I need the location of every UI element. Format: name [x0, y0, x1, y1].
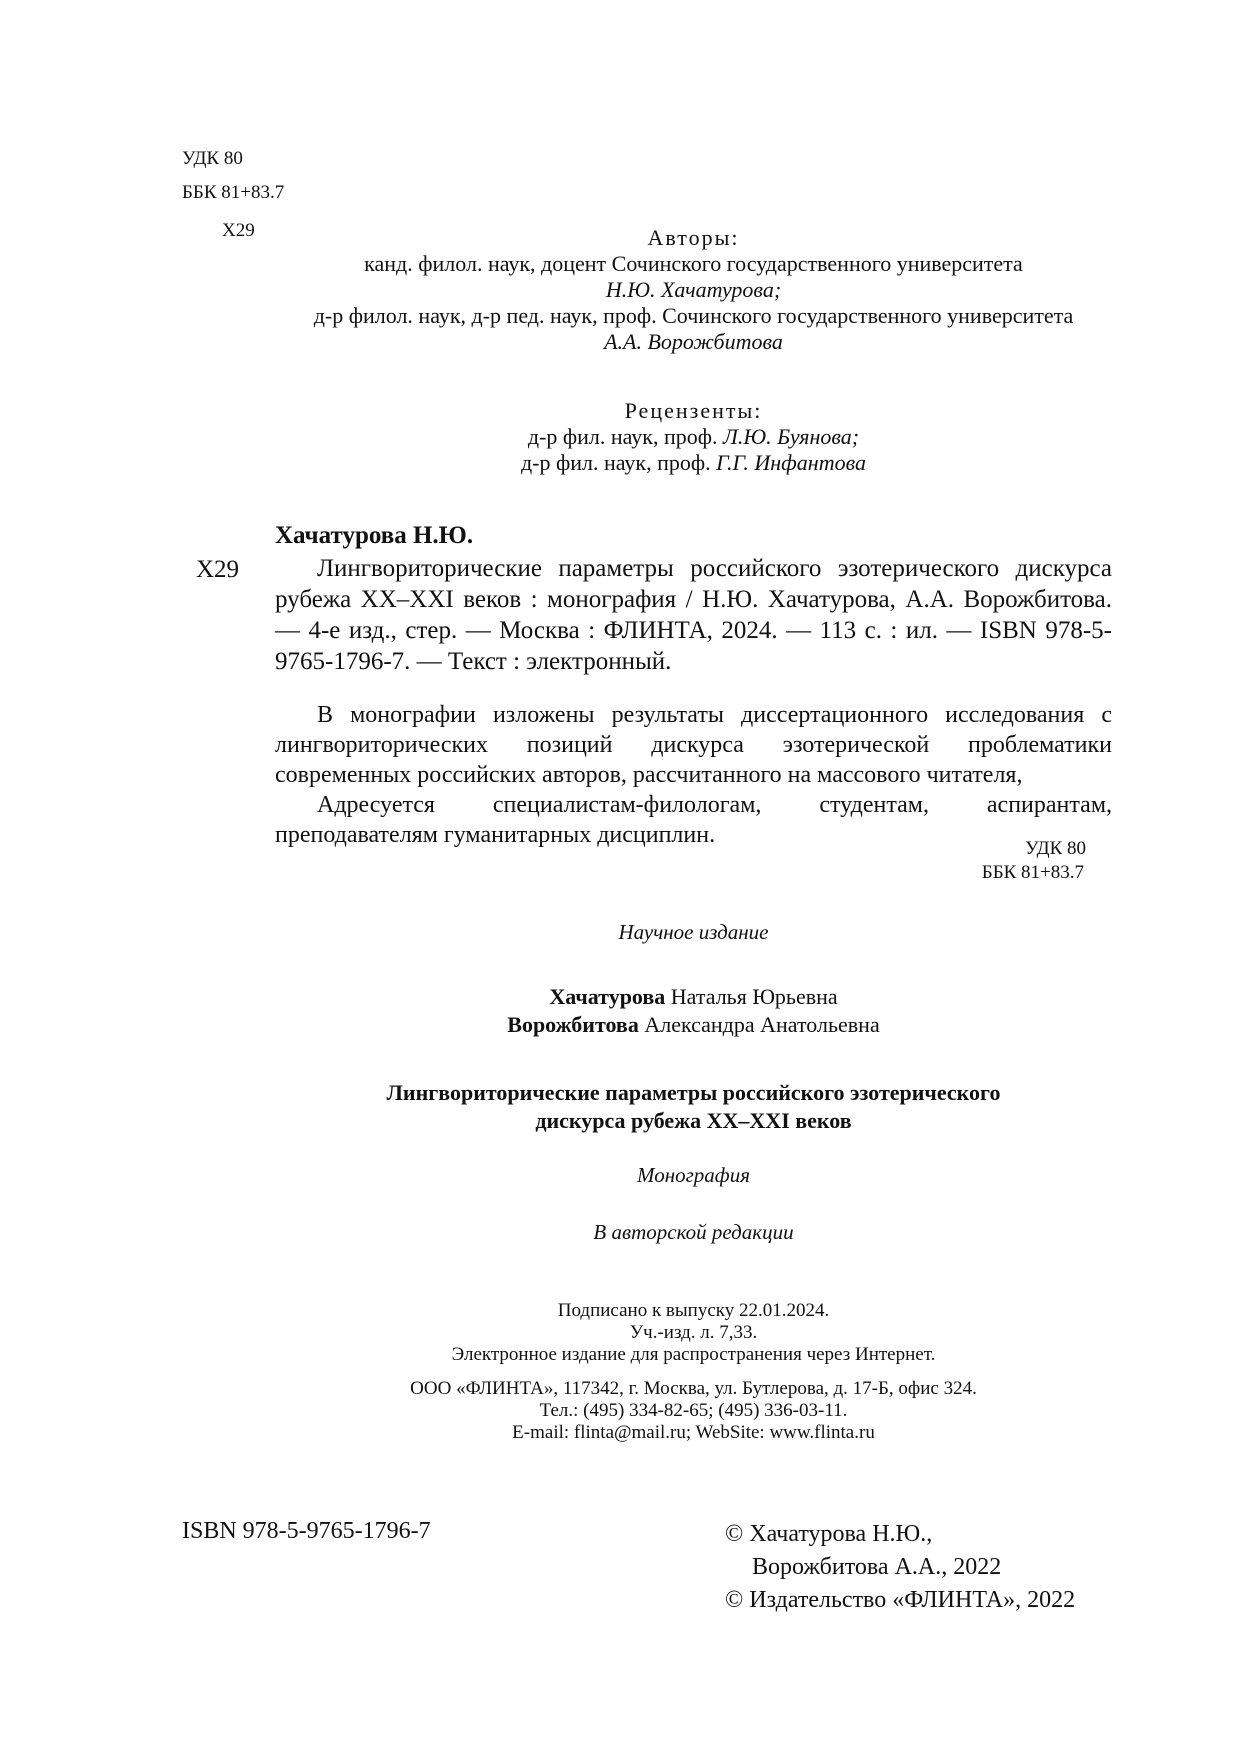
bibliography-text: Лингвориторические параметры российского эзотерического дискурса рубежа XX–XXI веков : монография / Н.Ю. Хачатурова, А.А. Ворожбитова. — 4-е изд., стер. — Москва : ФЛИНТА, 2024. — 113 с. : ил. — ISBN 978-5-9765-1796-7. — Текст : электронный. — [275, 555, 1112, 675]
authors-heading: Авторы: — [647, 225, 740, 250]
bbk-code: ББК 81+83.7 — [182, 182, 285, 203]
author-mark: Х29 — [222, 220, 255, 241]
annotation-block — [275, 700, 1112, 850]
author1-name: Н.Ю. Хачатурова; — [605, 277, 782, 302]
footer-isbn: ISBN 978-5-9765-1796-7 — [182, 1518, 431, 1544]
edition-author1-name: Наталья Юрьевна — [665, 984, 838, 1009]
reviewer2-name: Г.Г. Инфантова — [716, 450, 866, 475]
edition-redaction: В авторской редакции — [593, 1220, 794, 1244]
authors-block — [275, 225, 1112, 355]
edition-authors — [275, 983, 1112, 1039]
edition-title — [275, 1079, 1112, 1135]
reviewer1-description: д-р фил. наук, проф. — [527, 424, 724, 449]
imprint-electronic: Электронное издание для распространения через Интернет. — [451, 1344, 936, 1365]
edition-type: Научное издание — [618, 920, 769, 944]
bibliography-author: Хачатурова Н.Ю. — [275, 522, 474, 549]
copyright-line3: © Издательство «ФЛИНТА», 2022 — [725, 1587, 1076, 1613]
edition-title-line2: дискурса рубежа XX–XXI веков — [535, 1108, 852, 1133]
author2-description: д-р филол. наук, д-р пед. наук, проф. Сочинского государственного университета — [313, 303, 1074, 328]
udk-code: УДК 80 — [182, 148, 243, 169]
author2-name: А.А. Ворожбитова — [604, 329, 783, 354]
bibliography-mark: Х29 — [196, 556, 240, 583]
edition-genre: Монография — [637, 1163, 750, 1187]
edition-author1-surname: Хачатурова — [549, 984, 666, 1009]
edition-author2 — [275, 1011, 1112, 1039]
author1-description: канд. филол. наук, доцент Сочинского государственного университета — [364, 251, 1023, 276]
imprint-block — [275, 1300, 1112, 1444]
imprint-signed: Подписано к выпуску 22.01.2024. — [557, 1300, 830, 1321]
annotation-paragraph-2: Адресуется специалистам-филологам, студентам, аспирантам, преподавателям гуманитарных дисциплин. — [275, 792, 1112, 848]
annotation-bbk: ББК 81+83.7 — [981, 862, 1084, 883]
edition-author2-name: Александра Анатольевна — [638, 1012, 880, 1037]
imprint-publisher: ООО «ФЛИНТА», 117342, г. Москва, ул. Бутлерова, д. 17-Б, офис 324. — [410, 1378, 977, 1399]
reviewer1-name: Л.Ю. Буянова; — [723, 424, 860, 449]
edition-author1 — [275, 983, 1112, 1011]
reviewers-heading: Рецензенты: — [624, 398, 763, 423]
copyright-block — [725, 1518, 1075, 1617]
imprint-contacts: E-mail: flinta@mail.ru; WebSite: www.flinta.ru — [512, 1422, 875, 1443]
edition-title-line1: Лингвориторические параметры российского эзотерического — [386, 1080, 1001, 1105]
reviewer2-description: д-р фил. наук, проф. — [520, 450, 717, 475]
reviewers-block — [275, 398, 1112, 476]
imprint-sheets: Уч.-изд. л. 7,33. — [629, 1322, 758, 1343]
copyright-line2: Ворожбитова А.А., 2022 — [752, 1554, 1002, 1580]
reviewer1-line — [275, 424, 1112, 450]
annotation-udk: УДК 80 — [1025, 838, 1086, 859]
annotation-paragraph-1: В монографии изложены результаты диссертационного исследования с лингвориторических позиций дискурса эзотерической проблематики современных российских авторов, рассчитанного на массового читателя, — [275, 702, 1112, 788]
reviewer2-line — [275, 450, 1112, 476]
imprint-phone: Тел.: (495) 334-82-65; (495) 336-03-11. — [539, 1400, 848, 1421]
edition-author2-surname: Ворожбитова — [507, 1012, 639, 1037]
copyright-line1: © Хачатурова Н.Ю., — [725, 1521, 933, 1547]
